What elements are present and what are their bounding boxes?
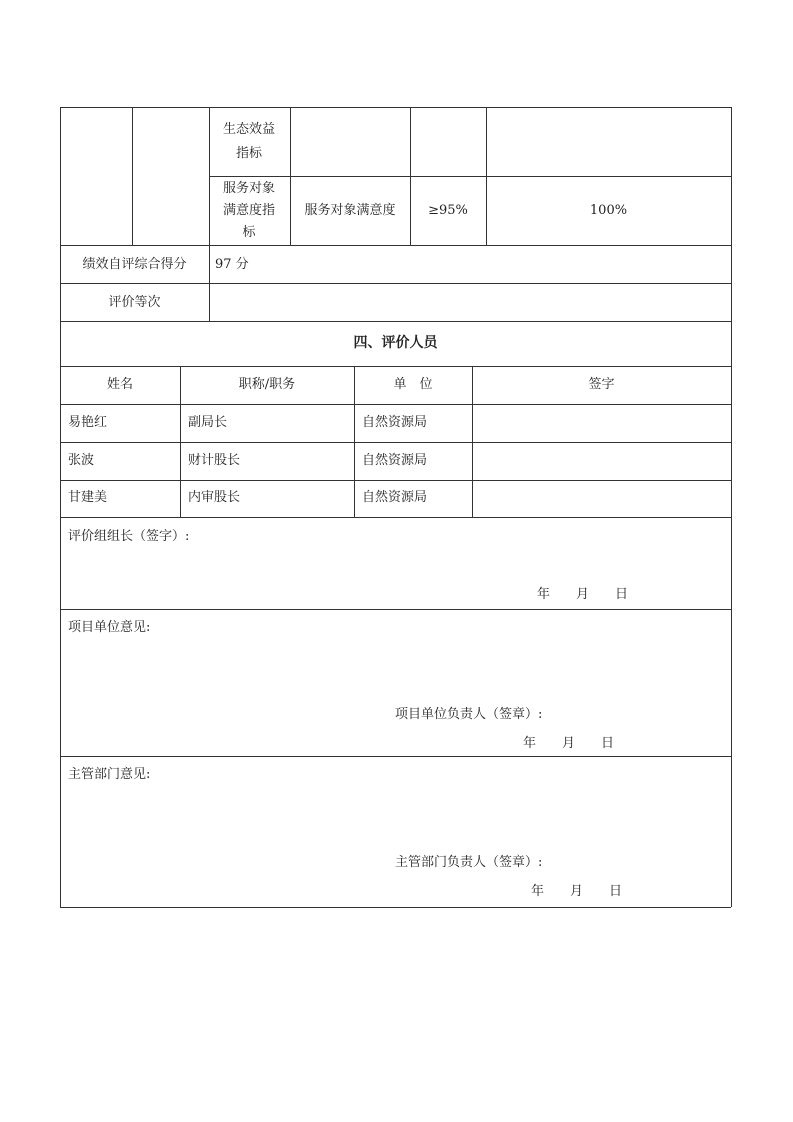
- staff-name: 张波: [68, 453, 95, 468]
- header-signature: 签字: [588, 377, 615, 392]
- service-item-cell: 服务对象满意度: [304, 203, 396, 218]
- header-title: 职称/职务: [238, 377, 296, 392]
- rule: [486, 107, 487, 245]
- rule: [209, 176, 731, 177]
- rule: [60, 756, 731, 757]
- dept-opinion-label: 主管部门意见:: [68, 767, 151, 782]
- header-name: 姓名: [106, 377, 133, 392]
- staff-name: 甘建美: [68, 490, 108, 505]
- rule: [60, 480, 731, 481]
- unit-signer-label: 项目单位负责人（签章）:: [395, 707, 543, 722]
- leader-date: 年 月 日: [537, 587, 629, 602]
- rule: [290, 107, 291, 245]
- rule: [60, 107, 61, 907]
- service-target-cell: ≥95%: [428, 203, 468, 218]
- score-value: 97 分: [215, 257, 249, 272]
- rule: [410, 107, 411, 245]
- service-indicator-cell: 服务对象满意度指标: [222, 181, 275, 240]
- eco-indicator-cell: 生态效益指标: [222, 122, 275, 161]
- rule: [60, 907, 731, 908]
- rule: [731, 107, 732, 907]
- rule: [60, 321, 731, 322]
- rule: [132, 107, 133, 245]
- rule: [60, 404, 731, 405]
- score-label: 绩效自评综合得分: [82, 257, 187, 272]
- rule: [60, 517, 731, 518]
- staff-unit: 自然资源局: [362, 490, 428, 505]
- rule: [60, 366, 731, 367]
- staff-unit: 自然资源局: [362, 415, 428, 430]
- rule: [60, 442, 731, 443]
- dept-opinion-date: 年 月 日: [531, 884, 623, 899]
- header-unit: 单 位: [393, 377, 433, 392]
- staff-unit: 自然资源局: [362, 453, 428, 468]
- rule: [60, 609, 731, 610]
- dept-signer-label: 主管部门负责人（签章）:: [395, 855, 543, 870]
- section-title: 四、评价人员: [353, 335, 438, 351]
- leader-label: 评价组组长（签字）:: [68, 529, 190, 544]
- staff-title: 副局长: [188, 415, 228, 430]
- grade-label: 评价等次: [108, 295, 161, 310]
- rule: [60, 283, 731, 284]
- rule: [60, 107, 731, 108]
- unit-opinion-label: 项目单位意见:: [68, 620, 151, 635]
- staff-name: 易艳红: [68, 415, 108, 430]
- service-actual-cell: 100%: [589, 203, 628, 218]
- rule: [60, 245, 731, 246]
- staff-title: 内审股长: [188, 490, 241, 505]
- staff-title: 财计股长: [188, 453, 241, 468]
- rule: [209, 107, 210, 321]
- unit-opinion-date: 年 月 日: [523, 736, 615, 751]
